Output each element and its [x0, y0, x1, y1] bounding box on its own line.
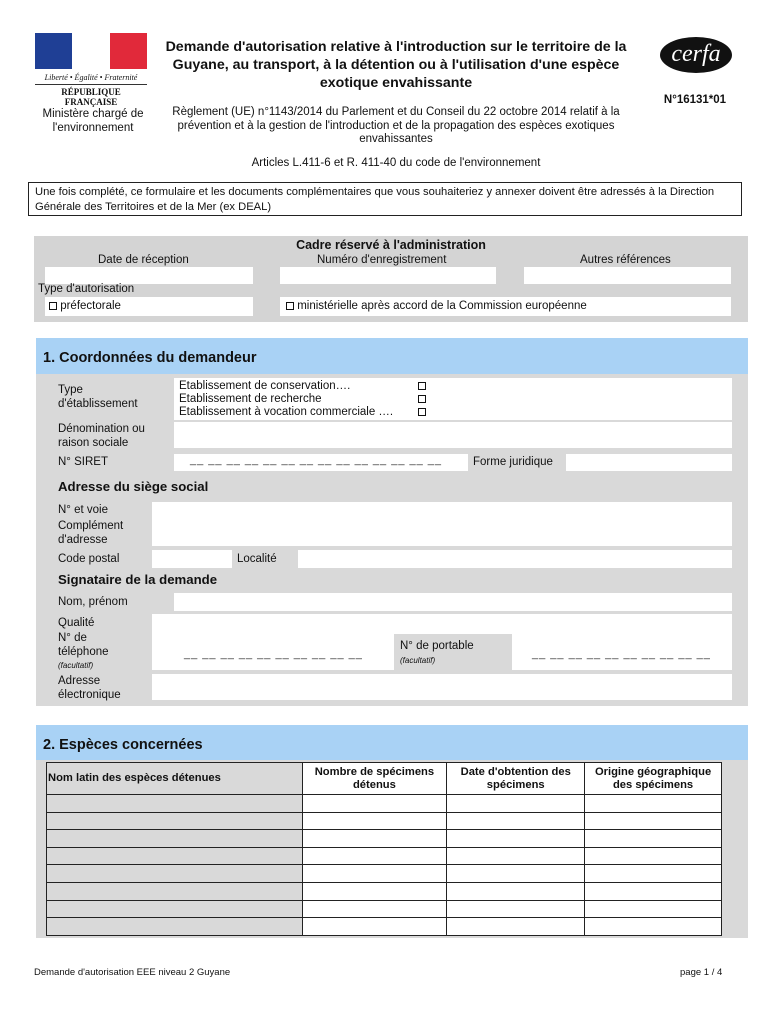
section-1-heading: 1. Coordonnées du demandeur — [36, 338, 748, 374]
table-row — [47, 900, 722, 918]
role-label: Qualité — [58, 617, 95, 629]
form-title: Demande d'autorisation relative à l'introduction sur le territoire de la Guyane, au transport, à la détention ou à l'utilisation d'une espèce exotique envahissante — [165, 39, 627, 91]
table-row — [47, 918, 722, 936]
specimen-count-cell[interactable] — [302, 812, 447, 830]
conservation-checkbox[interactable] — [418, 382, 426, 390]
articles-text: Articles L.411-6 et R. 411-40 du code de l'environnement — [251, 157, 541, 169]
legal-form-field[interactable] — [566, 454, 732, 471]
specimen-count-cell[interactable] — [302, 918, 447, 936]
specimen-count-cell[interactable] — [302, 847, 447, 865]
signatory-heading: Signataire de la demande — [58, 572, 218, 587]
registration-number-field[interactable] — [280, 267, 496, 284]
legal-form-label: Forme juridique — [473, 456, 553, 468]
postal-code-field[interactable] — [152, 550, 232, 568]
origin-cell[interactable] — [585, 795, 722, 813]
obtain-date-cell[interactable] — [447, 812, 585, 830]
reception-date-label: Date de réception — [98, 254, 189, 266]
latin-name-cell[interactable] — [47, 900, 303, 918]
postal-code-label: Code postal — [58, 553, 120, 565]
address-heading: Adresse du siège social — [58, 479, 209, 494]
origin-cell[interactable] — [585, 830, 722, 848]
cerfa-logo: cerfa — [660, 37, 732, 73]
full-name-field[interactable] — [174, 593, 732, 611]
table-row — [47, 830, 722, 848]
specimen-count-cell[interactable] — [302, 795, 447, 813]
submission-notice: Une fois complété, ce formulaire et les documents complémentaires que vous souhaiteriez y annexer doivent être adressés à la Direction Générale des Territoires et de la Mer (ex DEAL) — [28, 182, 742, 216]
col-obtain-date: Date d'obtention des spécimens — [447, 763, 585, 795]
obtain-date-cell[interactable] — [447, 900, 585, 918]
species-table — [46, 762, 722, 936]
phone-label — [58, 632, 128, 673]
other-references-label: Autres références — [580, 254, 671, 266]
regulation-text: Règlement (UE) n°1143/2014 du Parlement et du Conseil du 22 octobre 2014 relatif à la prévention et à la gestion de l'introduction et de la propagation des espèces exotiques envahissantes — [172, 106, 620, 145]
table-row — [47, 865, 722, 883]
obtain-date-cell[interactable] — [447, 830, 585, 848]
section-2-heading: 2. Espèces concernées — [36, 725, 748, 761]
ministerielle-checkbox[interactable] — [286, 302, 294, 310]
table-row — [47, 882, 722, 900]
obtain-date-cell[interactable] — [447, 795, 585, 813]
siret-field[interactable] — [174, 454, 468, 471]
other-references-field[interactable] — [524, 267, 731, 284]
latin-name-cell[interactable] — [47, 812, 303, 830]
origin-cell[interactable] — [585, 865, 722, 883]
ministerielle-option[interactable] — [280, 297, 731, 316]
commerciale-checkbox[interactable] — [418, 408, 426, 416]
ministerielle-label: ministérielle après accord de la Commission européenne — [297, 300, 587, 312]
latin-name-cell[interactable] — [47, 795, 303, 813]
cerfa-number: N°16131*01 — [663, 94, 727, 106]
role-field[interactable] — [152, 614, 732, 634]
species-table-header — [47, 763, 722, 795]
registration-number-label: Numéro d'enregistrement — [317, 254, 447, 266]
table-row — [47, 812, 722, 830]
phone-dashes: __ __ __ __ __ __ __ __ __ __ — [184, 648, 363, 660]
latin-name-cell[interactable] — [47, 847, 303, 865]
obtain-date-cell[interactable] — [447, 918, 585, 936]
footer-page-number: page 1 / 4 — [680, 967, 723, 978]
logo-republic-text: RÉPUBLIQUE FRANÇAISE — [61, 87, 121, 107]
reception-date-field[interactable] — [45, 267, 253, 284]
ministry-label: Ministère chargé de l'environnement — [42, 108, 144, 134]
specimen-count-cell[interactable] — [302, 900, 447, 918]
obtain-date-cell[interactable] — [447, 882, 585, 900]
latin-name-cell[interactable] — [47, 882, 303, 900]
street-address-field[interactable] — [152, 502, 732, 546]
mobile-label-text: N° de portable — [400, 640, 474, 652]
mobile-field[interactable] — [512, 634, 732, 670]
specimen-count-cell[interactable] — [302, 865, 447, 883]
prefectorale-checkbox[interactable] — [49, 302, 57, 310]
prefectorale-label: préfectorale — [60, 300, 121, 312]
establishment-type-label: Type d'établissement — [58, 384, 138, 410]
origin-cell[interactable] — [585, 847, 722, 865]
street-label: N° et voie — [58, 504, 108, 516]
specimen-count-cell[interactable] — [302, 882, 447, 900]
type-option-conservation: Etablissement de conservation…. — [179, 380, 351, 392]
recherche-checkbox[interactable] — [418, 395, 426, 403]
marianne-flag-icon — [35, 33, 147, 69]
locality-label: Localité — [237, 553, 277, 565]
origin-cell[interactable] — [585, 918, 722, 936]
col-geographic-origin: Origine géographique des spécimens — [585, 763, 722, 795]
authorization-type-label: Type d'autorisation — [38, 283, 135, 295]
origin-cell[interactable] — [585, 882, 722, 900]
footer-document-name: Demande d'autorisation EEE niveau 2 Guyane — [34, 967, 231, 978]
latin-name-cell[interactable] — [47, 918, 303, 936]
type-option-commerciale: Etablissement à vocation commerciale …. — [179, 406, 394, 418]
admin-reserved-box — [34, 236, 748, 322]
obtain-date-cell[interactable] — [447, 865, 585, 883]
obtain-date-cell[interactable] — [447, 847, 585, 865]
specimen-count-cell[interactable] — [302, 830, 447, 848]
mobile-dashes: __ __ __ __ __ __ __ __ __ __ — [532, 648, 711, 660]
denomination-label: Dénomination ou raison sociale — [58, 423, 145, 449]
denomination-field[interactable] — [174, 422, 732, 448]
full-name-label: Nom, prénom — [58, 596, 128, 608]
mobile-label — [400, 640, 510, 667]
email-label: Adresse électronique — [58, 675, 121, 701]
phone-label-text: N° de téléphone — [58, 632, 109, 658]
table-row — [47, 847, 722, 865]
col-specimen-count: Nombre de spécimens détenus — [302, 763, 447, 795]
establishment-type-options — [174, 378, 732, 420]
email-field[interactable] — [152, 674, 732, 700]
phone-optional-note: (facultatif) — [58, 661, 94, 670]
address-complement-label: Complément d'adresse — [58, 520, 124, 546]
section-1-body — [36, 374, 748, 706]
siret-label: N° SIRET — [58, 456, 108, 468]
mobile-optional-note: (facultatif) — [400, 655, 436, 665]
origin-cell[interactable] — [585, 900, 722, 918]
prefectorale-option[interactable] — [45, 297, 253, 316]
latin-name-cell[interactable] — [47, 830, 303, 848]
locality-field[interactable] — [298, 550, 732, 568]
logo-motto: Liberté • Égalité • Fraternité — [44, 73, 138, 82]
republique-francaise-logo — [35, 33, 147, 113]
col-latin-name: Nom latin des espèces détenues — [47, 763, 303, 795]
admin-title: Cadre réservé à l'administration — [296, 238, 486, 252]
latin-name-cell[interactable] — [47, 865, 303, 883]
siret-dashes: __ __ __ __ __ __ __ __ __ __ __ __ __ __ — [190, 454, 443, 466]
phone-field[interactable] — [152, 634, 394, 670]
table-row — [47, 795, 722, 813]
type-option-recherche: Etablissement de recherche — [179, 393, 322, 405]
origin-cell[interactable] — [585, 812, 722, 830]
